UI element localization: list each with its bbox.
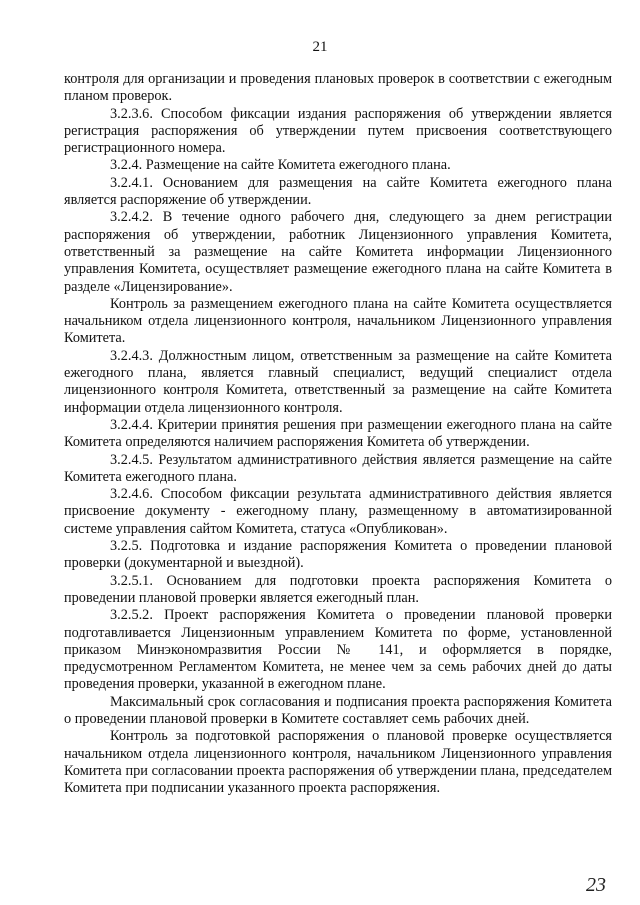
paragraph: 3.2.4.3. Должностным лицом, ответственным за размещение на сайте Комитета ежегодного плана, является главный специалист, ведущий специалист отдела лицензионного контроля Комитета, ответственный за размещение на сайте Комитета информации отдела лицензионного контроля.: [64, 347, 612, 416]
paragraph: 3.2.4.6. Способом фиксации результата административного действия является присвоение документу - ежегодному плану, размещенному в автоматизированной системе управления сайтом Комитета, статуса «Опубликован».: [64, 486, 612, 537]
paragraph: 3.2.5.1. Основанием для подготовки проекта распоряжения Комитета о проведении плановой проверки является ежегодный план.: [64, 572, 612, 606]
paragraph: 3.2.4.1. Основанием для размещения на сайте Комитета ежегодного плана является распоряжение об утверждении.: [64, 174, 612, 209]
paragraph: Контроль за подготовкой распоряжения о плановой проверке осуществляется начальником отдела лицензионного контроля, начальником Лицензионного управления Комитета при согласовании проекта распоряжения об утверждении плана, председателем Комитета при подписании указанного проекта распоряжения.: [64, 728, 612, 797]
paragraph: 3.2.4.5. Результатом административного действия является размещение на сайте Комитета ежегодного плана.: [64, 451, 612, 485]
paragraph: 3.2.5. Подготовка и издание распоряжения Комитета о проведении плановой проверки (документарной и выездной).: [64, 538, 612, 572]
paragraph: 3.2.4. Размещение на сайте Комитета ежегодного плана.: [110, 157, 451, 174]
page-number: 21: [312, 39, 328, 55]
paragraph: 3.2.4.2. В течение одного рабочего дня, следующего за днем регистрации распоряжения об утверждении, работник Лицензионного управления Комитета, ответственный за размещение на сайте Комитета информации Лицензионного управления Комитета, осуществляет размещение ежегодного плана на сайте Комитета в разделе «Лицензирование».: [64, 209, 612, 295]
handwritten-sheet-number: 23: [586, 874, 606, 896]
paragraph: Максимальный срок согласования и подписания проекта распоряжения Комитета о проведении плановой проверки в Комитете составляет семь рабочих дней.: [64, 693, 612, 727]
paragraph: Контроль за размещением ежегодного плана на сайте Комитета осуществляется начальником отдела лицензионного контроля, начальником Лицензионного управления Комитета.: [64, 295, 612, 347]
paragraph: контроля для организации и проведения плановых проверок в соответствии с ежегодным планом проверок.: [64, 71, 612, 105]
document-body: [64, 71, 612, 797]
paragraph: 3.2.3.6. Способом фиксации издания распоряжения об утверждении является регистрация распоряжения об утверждении путем присвоения соответствующего регистрационного номера.: [64, 105, 612, 157]
paragraph: 3.2.5.2. Проект распоряжения Комитета о проведении плановой проверки подготавливается Лицензионным управлением Комитета по форме, установленной приказом Минэкономразвития России № 141, и оформляется в порядке, предусмотренном Регламентом Комитета, не менее чем за семь рабочих дней до даты проведения проверки, указанной в ежегодном плане.: [64, 607, 612, 693]
paragraph: 3.2.4.4. Критерии принятия решения при размещении ежегодного плана на сайте Комитета определяются наличием распоряжения Комитета об утверждении.: [64, 416, 612, 451]
